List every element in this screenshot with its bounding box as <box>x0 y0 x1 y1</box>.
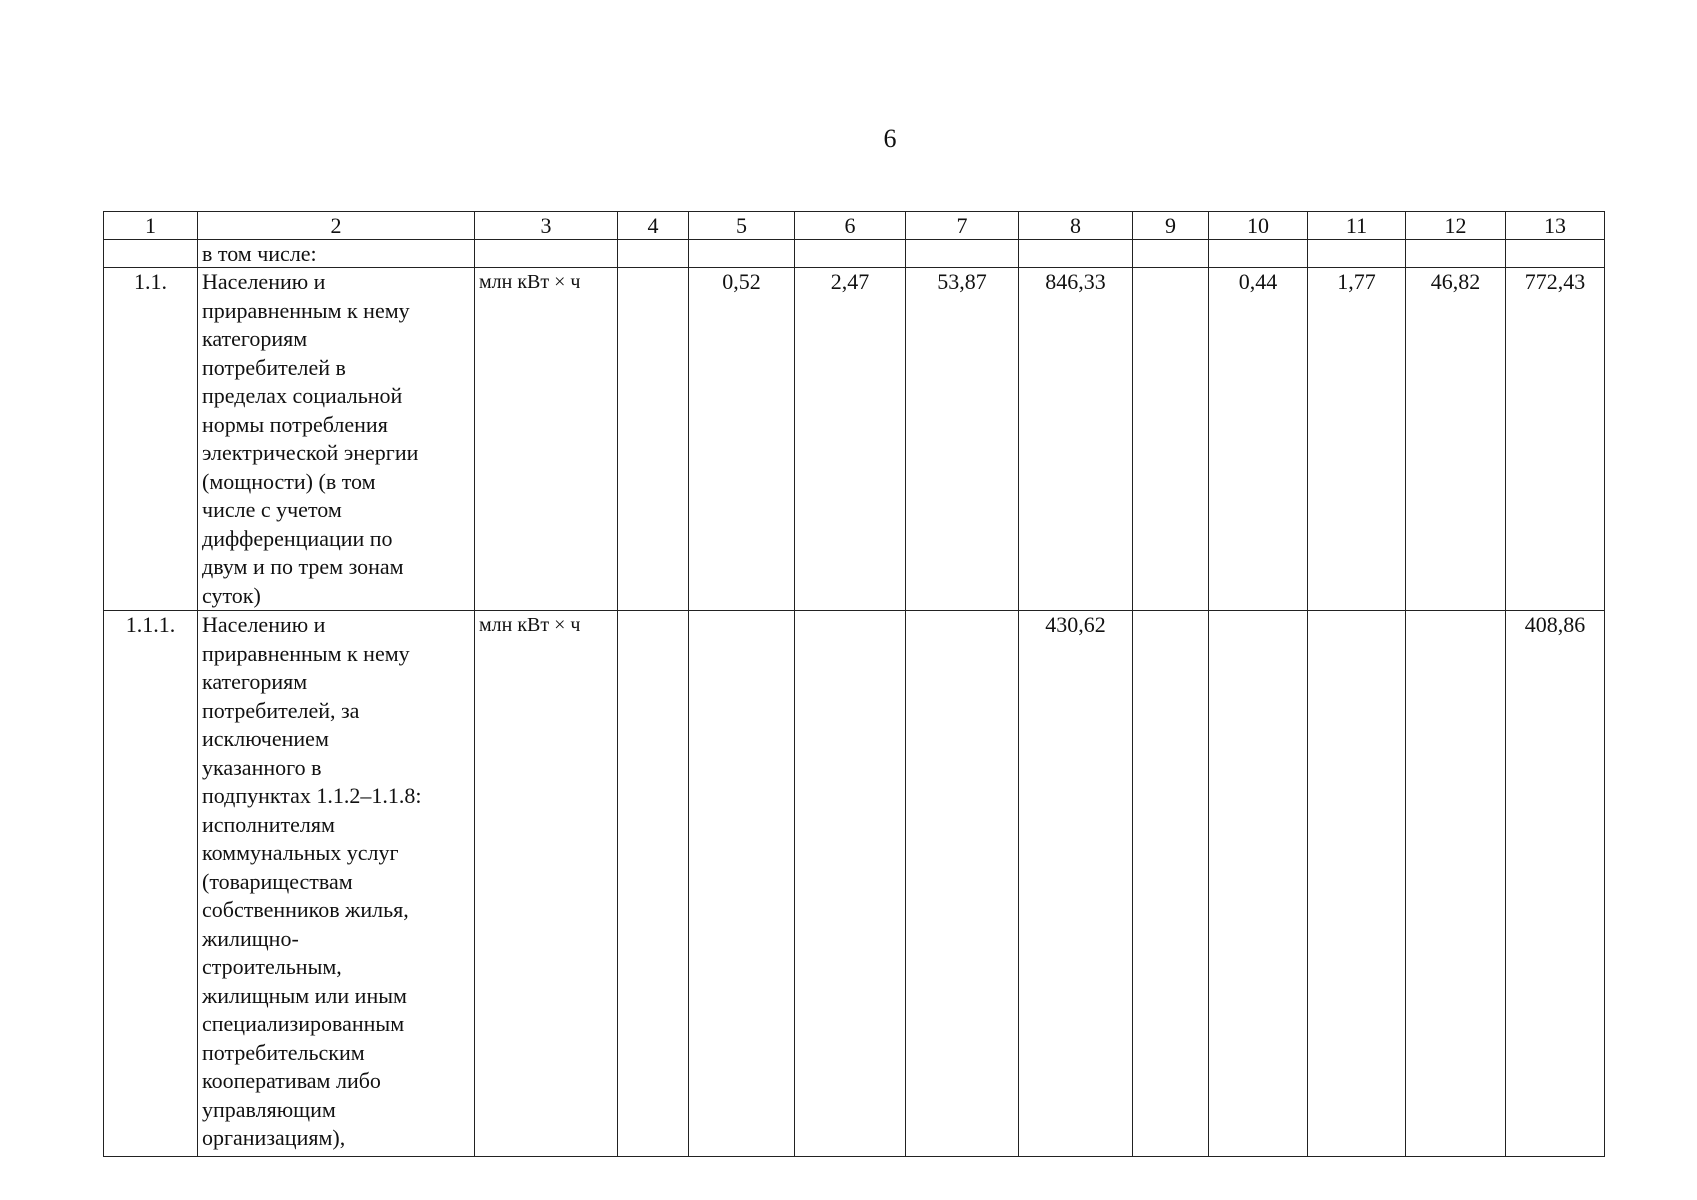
page-number: 6 <box>883 124 897 153</box>
description-line: организациям), <box>202 1125 346 1150</box>
description-line: специализированным <box>202 1011 405 1036</box>
description-line: Населению и <box>202 269 326 294</box>
column-header: 1 <box>104 212 198 240</box>
empty-cell <box>104 240 198 268</box>
value-cell: 846,33 <box>1019 268 1133 611</box>
description-line: потребителей в <box>202 354 346 380</box>
column-header: 12 <box>1406 212 1506 240</box>
description-line: числе с учетом <box>202 497 342 522</box>
description-line: собственников жилья, <box>202 897 409 922</box>
description-line: приравненным к нему <box>202 640 410 666</box>
unit-cell: млн кВт × ч <box>475 611 618 1157</box>
value-cell <box>618 268 689 611</box>
empty-cell <box>906 240 1019 268</box>
column-number-row <box>104 212 1605 240</box>
value-cell: 408,86 <box>1506 611 1605 1157</box>
value-cell: 53,87 <box>906 268 1019 611</box>
value-cell <box>689 611 795 1157</box>
value-cell <box>1308 611 1406 1157</box>
description-line: жилищным или иным <box>202 982 407 1008</box>
value-cell: 0,44 <box>1209 268 1308 611</box>
row-description <box>198 611 475 1157</box>
row-description <box>198 268 475 611</box>
description-line: приравненным к нему <box>202 297 410 323</box>
description-line: нормы потребления <box>202 411 388 437</box>
row-number: 1.1. <box>104 268 198 611</box>
value-cell: 46,82 <box>1406 268 1506 611</box>
column-header: 2 <box>198 212 475 240</box>
empty-cell <box>1133 240 1209 268</box>
description-line: строительным, <box>202 954 342 979</box>
description-line: суток) <box>202 582 261 608</box>
column-header: 3 <box>475 212 618 240</box>
empty-cell <box>689 240 795 268</box>
subheader-row <box>104 240 1605 268</box>
description-line: коммунальных услуг <box>202 840 399 865</box>
empty-cell <box>1308 240 1406 268</box>
column-header: 6 <box>795 212 906 240</box>
description-line: управляющим <box>202 1096 336 1122</box>
empty-cell <box>1406 240 1506 268</box>
empty-cell <box>1019 240 1133 268</box>
value-cell: 430,62 <box>1019 611 1133 1157</box>
value-cell: 2,47 <box>795 268 906 611</box>
description-line: исключением <box>202 726 329 751</box>
column-header: 10 <box>1209 212 1308 240</box>
value-cell <box>1133 611 1209 1157</box>
value-cell: 0,52 <box>689 268 795 611</box>
table-row <box>104 268 1605 611</box>
unit-cell: млн кВт × ч <box>475 268 618 611</box>
value-cell <box>1209 611 1308 1157</box>
description-line: указанного в <box>202 754 322 780</box>
value-cell: 772,43 <box>1506 268 1605 611</box>
column-header: 11 <box>1308 212 1406 240</box>
column-header: 5 <box>689 212 795 240</box>
description-line: потребительским <box>202 1039 365 1065</box>
description-line: Населению и <box>202 612 326 637</box>
column-header: 4 <box>618 212 689 240</box>
empty-cell <box>795 240 906 268</box>
column-header: 13 <box>1506 212 1605 240</box>
column-header: 8 <box>1019 212 1133 240</box>
subheader-text: в том числе: <box>198 240 475 268</box>
description-line: электрической энергии <box>202 440 419 465</box>
column-header: 7 <box>906 212 1019 240</box>
description-line: потребителей, за <box>202 697 360 723</box>
value-cell: 1,77 <box>1308 268 1406 611</box>
row-number: 1.1.1. <box>104 611 198 1157</box>
description-line: (товариществам <box>202 868 353 894</box>
empty-cell <box>618 240 689 268</box>
empty-cell <box>1209 240 1308 268</box>
description-line: двум и по трем зонам <box>202 554 404 579</box>
description-line: дифференциации по <box>202 525 393 551</box>
data-table <box>103 211 1605 1157</box>
description-line: подпунктах 1.1.2–1.1.8: <box>202 783 422 808</box>
value-cell <box>1133 268 1209 611</box>
description-line: категориям <box>202 669 308 694</box>
empty-cell <box>1506 240 1605 268</box>
value-cell <box>1406 611 1506 1157</box>
value-cell <box>618 611 689 1157</box>
description-line: (мощности) (в том <box>202 468 376 494</box>
column-header: 9 <box>1133 212 1209 240</box>
empty-cell <box>475 240 618 268</box>
description-line: категориям <box>202 326 308 351</box>
value-cell <box>906 611 1019 1157</box>
value-cell <box>795 611 906 1157</box>
description-line: жилищно- <box>202 925 299 951</box>
description-line: кооперативам либо <box>202 1068 381 1093</box>
description-line: исполнителям <box>202 811 335 837</box>
description-line: пределах социальной <box>202 383 403 408</box>
table-row <box>104 611 1605 1157</box>
